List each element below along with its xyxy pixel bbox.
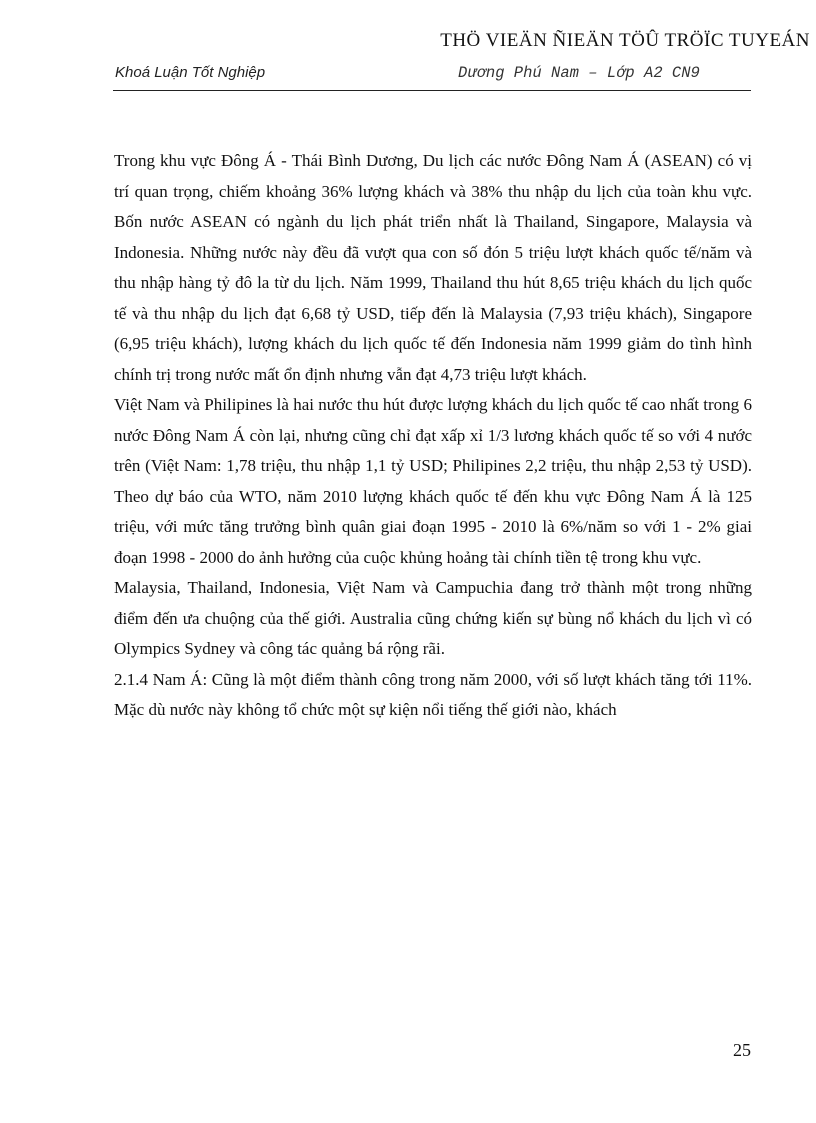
header-author: Dương Phú Nam – Lớp A2 CN9 xyxy=(458,64,700,82)
header-divider xyxy=(113,90,751,91)
header-thesis-title: Khoá Luận Tốt Nghiệp xyxy=(115,64,266,81)
paragraph: 2.1.4 Nam Á: Cũng là một điểm thành công trong năm 2000, với số lượt khách tăng tới 11%. Mặc dù nước này không tổ chức một sự kiện nổi tiếng thế giới nào, khách xyxy=(114,669,752,719)
watermark-text: THÖ VIEÄN ÑIEÄN TÖÛ TRÖÏC TUYEÁN xyxy=(440,30,810,51)
page-number: 25 xyxy=(733,1040,751,1060)
paragraph: Malaysia, Thailand, Indonesia, Việt Nam và Campuchia đang trở thành một trong những điểm đến ưa chuộng của thế giới. Australia cũng chứng kiến sự bùng nổ khách du lịch vì có Olympics Sydney và công tác quảng bá rộng rãi. xyxy=(114,578,752,658)
paragraph: Trong khu vực Đông Á - Thái Bình Dương, Du lịch các nước Đông Nam Á (ASEAN) có vị trí quan trọng, chiếm khoảng 36% lượng khách và 38% thu nhập du lịch của toàn khu vực. Bốn nước ASEAN có ngành du lịch phát triển nhất là Thailand, Singapore, Malaysia và Indonesia. Những nước này đều đã vượt qua con số đón 5 triệu lượt khách quốc tế/năm và thu nhập hàng tỷ đô la từ du lịch. Năm 1999, Thailand thu hút 8,65 triệu khách du lịch quốc tế và thu nhập du lịch đạt 6,68 tỷ USD, tiếp đến là Malaysia (7,93 triệu khách), Singapore (6,95 triệu khách), lượng khách du lịch quốc tế đến Indonesia năm 1999 giảm do tình hình chính trị trong nước mất ổn định nhưng vẫn đạt 4,73 triệu lượt khách. xyxy=(114,151,752,384)
body-text xyxy=(114,146,752,726)
paragraph: Việt Nam và Philipines là hai nước thu hút được lượng khách du lịch quốc tế cao nhất trong 6 nước Đông Nam Á còn lại, nhưng cũng chỉ đạt xấp xỉ 1/3 lương khách quốc tế so với 4 nước trên (Việt Nam: 1,78 triệu, thu nhập 1,1 tỷ USD; Philipines 2,2 triệu, thu nhập 2,53 tỷ USD). Theo dự báo của WTO, năm 2010 lượng khách quốc tế đến khu vực Đông Nam Á là 125 triệu, với mức tăng trưởng bình quân giai đoạn 1995 - 2010 là 6%/năm so với 1 - 2% giai đoạn 1998 - 2000 do ảnh hưởng của cuộc khủng hoảng tài chính tiền tệ trong khu vực. xyxy=(114,395,752,567)
